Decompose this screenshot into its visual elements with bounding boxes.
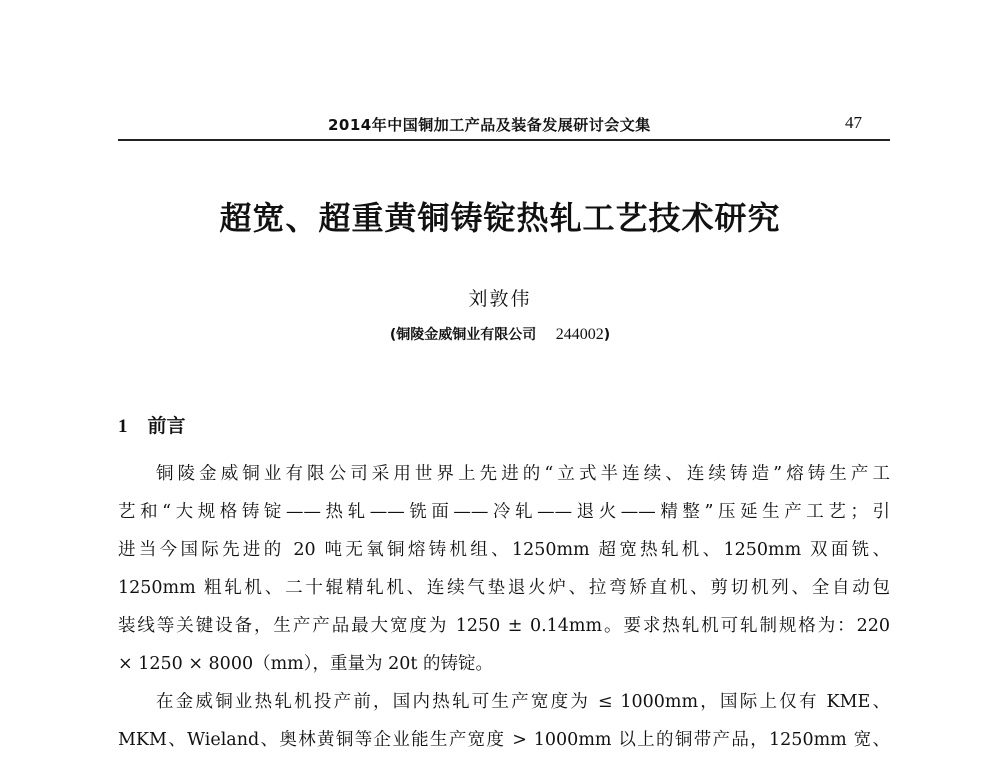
affiliation-org: 铜陵金威铜业有限公司 bbox=[396, 327, 537, 343]
paragraph-1 bbox=[118, 455, 890, 683]
page-number: 47 bbox=[845, 113, 862, 132]
paragraph-2 bbox=[118, 683, 890, 759]
running-header bbox=[118, 108, 870, 138]
paragraph-line: 在金威铜业热轧机投产前，国内热轧可生产宽度为 ≤ 1000mm，国际上仅有 KME、 bbox=[156, 692, 890, 712]
section-heading bbox=[118, 411, 186, 438]
paragraph-line: 铜陵金威铜业有限公司采用世界上先进的“立式半连续、连续铸造”熔铸生产工 bbox=[156, 464, 890, 484]
paragraph-line: × 1250 × 8000（mm），重量为 20t 的铸锭。 bbox=[118, 654, 493, 674]
affiliation-close-paren: ) bbox=[603, 327, 611, 343]
section-title: 前言 bbox=[147, 415, 186, 437]
paper-title: 超宽、超重黄铜铸锭热轧工艺技术研究 bbox=[219, 199, 781, 237]
paragraph-line: 1250mm 粗轧机、二十辊精轧机、连续气垫退火炉、拉弯矫直机、剪切机列、全自动包 bbox=[118, 578, 890, 598]
affiliation-postcode: 244002 bbox=[555, 326, 604, 343]
paragraph-line: 艺和“大规格铸锭——热轧——铣面——冷轧——退火——精整”压延生产工艺；引 bbox=[118, 502, 890, 522]
affiliation bbox=[0, 324, 1000, 344]
paragraph-line: MKM、Wieland、奥林黄铜等企业能生产宽度 > 1000mm 以上的铜带产品，1250mm 宽、 bbox=[118, 730, 890, 750]
paragraph-line: 进当今国际先进的 20 吨无氧铜熔铸机组、1250mm 超宽热轧机、1250mm 双面铣、 bbox=[118, 540, 890, 560]
header-rule bbox=[118, 139, 890, 141]
journal-title: 2014年中国铜加工产品及装备发展研讨会文集 bbox=[328, 116, 651, 134]
author-name: 刘敦伟 bbox=[468, 288, 532, 310]
affiliation-open-paren: ( bbox=[389, 327, 397, 343]
section-number: 1 bbox=[118, 416, 128, 437]
paragraph-line: 装线等关键设备，生产产品最大宽度为 1250 ± 0.14mm。要求热轧机可轧制规格为：220 bbox=[118, 616, 890, 636]
